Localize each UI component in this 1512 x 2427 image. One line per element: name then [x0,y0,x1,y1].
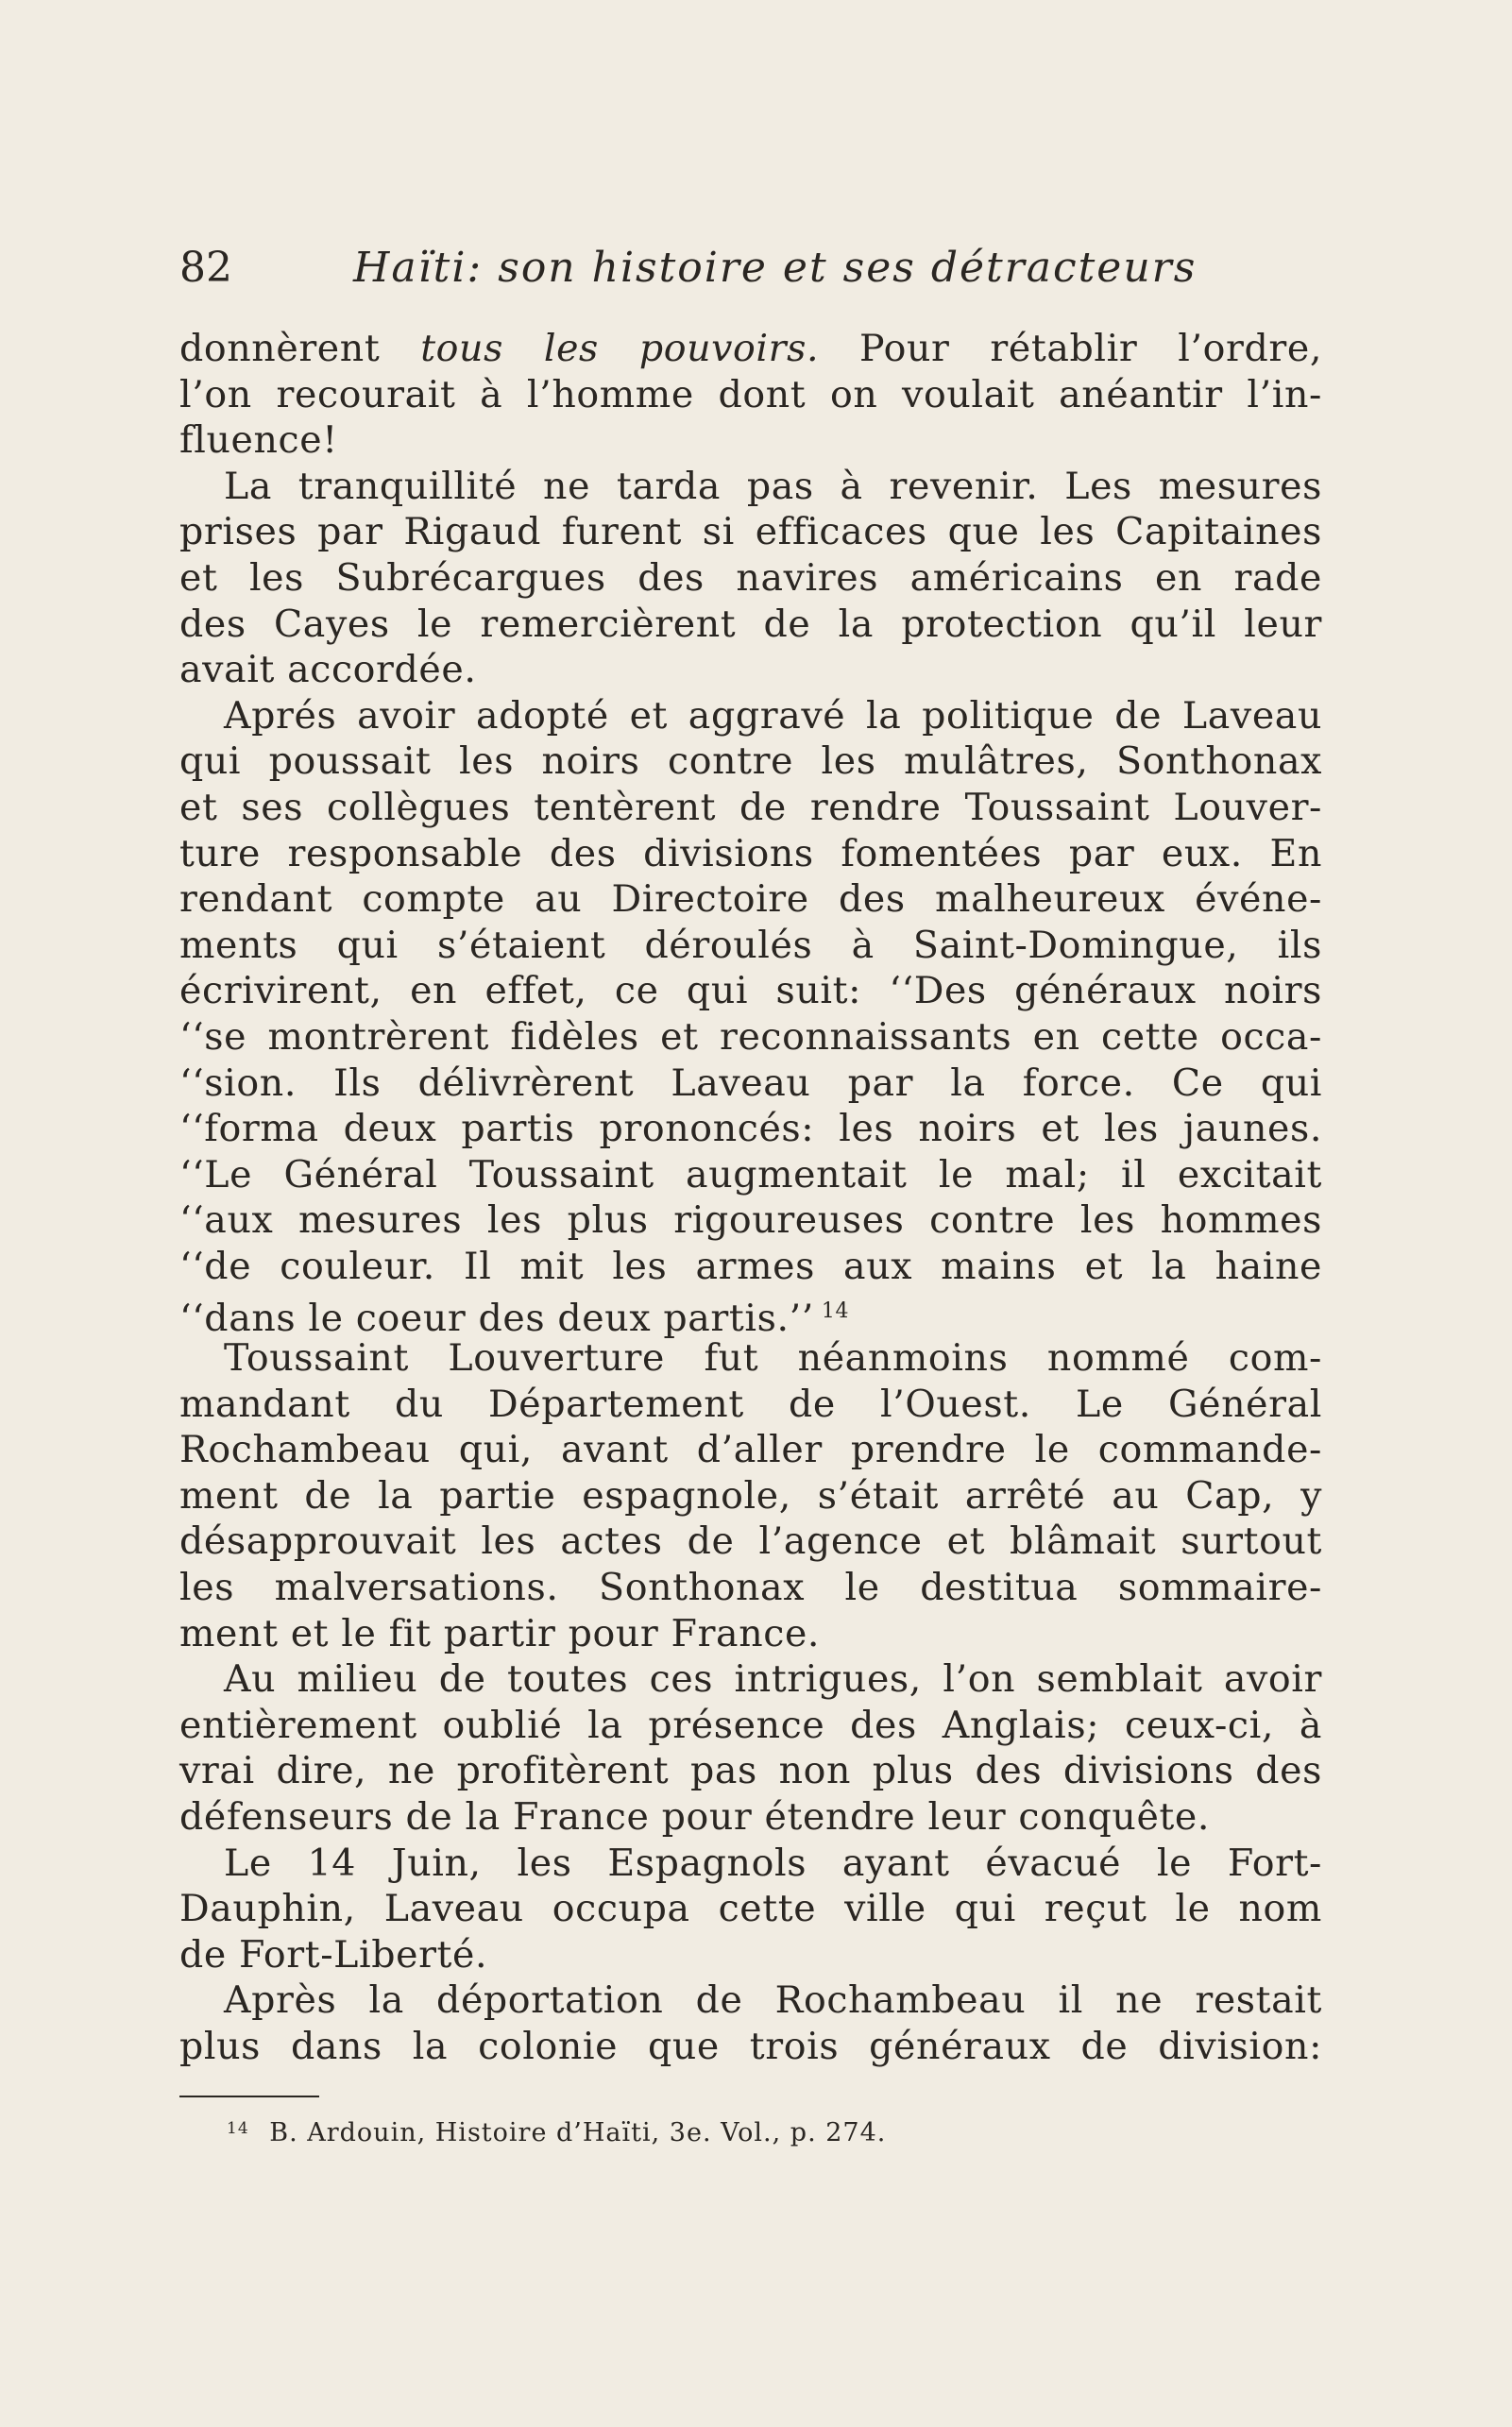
text-line [179,1014,1322,1061]
running-title: Haïti: son histoire et ses détracteurs [353,244,1198,292]
line-text: Aprés avoir adopté et aggravé la politique de Laveau [224,693,1322,738]
line-text: ‘‘se montrèrent fidèles et reconnaissants en cette occa- [179,1014,1322,1059]
text-line [179,1748,1322,1794]
text-segment: Pour rétablir l’ordre, [819,327,1322,370]
emphasis-text: tous les pouvoirs. [420,327,820,370]
line-text: Après la déportation de Rochambeau il ne restait [224,1978,1322,2023]
line-text: défenseurs de la France pour étendre leur conquête. [179,1795,1211,1839]
line-text: qui poussait les noirs contre les mulâtres, Sonthonax [179,739,1322,784]
line-text: mandant du Département de l’Ouest. Le Général [179,1382,1322,1426]
text-line [179,1932,1322,1978]
text-line [179,923,1322,969]
text-line [179,1794,1322,1841]
footnote-reference: 14 [821,1299,850,1324]
line-text: rendant compte au Directoire des malheureux événe- [179,877,1322,922]
line-text: l’on recourait à l’homme dont on voulait anéantir l’in- [179,372,1322,416]
text-line [179,647,1322,693]
text-line [179,417,1322,464]
line-text: ture responsable des divisions fomentées par eux. En [179,831,1322,875]
text-line [179,738,1322,785]
line-text: des Cayes le remercièrent de la protection qu’il leur [179,602,1322,646]
line-text: prises par Rigaud furent si efficaces que les Capitaines [179,510,1322,554]
text-line [179,785,1322,831]
line-text: ‘‘sion. Ils délivrèrent Laveau par la force. Ce qui [179,1061,1322,1105]
text-line [179,326,1322,372]
line-text: de Fort-Liberté. [179,1932,488,1977]
line-text: Toussaint Louverture fut néanmoins nommé com- [224,1336,1322,1381]
text-line [179,555,1322,602]
line-text: et les Subrécargues des navires américains en rade [179,555,1322,600]
text-line [179,1382,1322,1428]
line-text: ‘‘dans le coeur des deux partis.’’ [179,1297,814,1341]
text-segment: donnèrent [179,327,421,370]
text-line [179,693,1322,739]
line-text: Le 14 Juin, les Espagnols ayant évacué le Fort- [224,1841,1322,1885]
line-text: Dauphin, Laveau occupa cette ville qui reçut le nom [179,1887,1322,1931]
line-text: avait accordée. [179,648,477,692]
footnote [227,2118,886,2147]
text-line [179,1473,1322,1519]
text-line [179,876,1322,923]
line-text: plus dans la colonie que trois généraux de division: [179,2024,1322,2068]
line-text: ment de la partie espagnole, s’était arrêté au Cap, y [179,1473,1322,1518]
line-text: La tranquillité ne tarda pas à revenir. Les mesures [224,464,1322,508]
text-line [179,464,1322,510]
text-line [179,1565,1322,1611]
text-line [179,968,1322,1014]
text-line [179,1703,1322,1749]
text-line [179,1335,1322,1382]
text-line [179,1289,1322,1341]
line-text: écrivirent, en effet, ce qui suit: ‘‘Des généraux noirs [179,969,1322,1013]
text-line [179,1106,1322,1152]
line-text: fluence! [179,418,338,463]
line-text: désapprouvait les actes de l’agence et blâmait surtout [179,1519,1322,1564]
line-text: ‘‘de couleur. Il mit les armes aux mains et la haine [179,1244,1322,1288]
text-line [179,1244,1322,1290]
running-header [179,244,1198,292]
line-text: et ses collègues tentèrent de rendre Toussaint Louver- [179,785,1322,829]
line-text: entièrement oublié la présence des Anglais; ceux-ci, à [179,1703,1322,1747]
text-line [179,602,1322,648]
text-line [179,2024,1322,2070]
footnote-text: B. Ardouin, Histoire d’Haïti, 3e. Vol., p. 274. [269,2118,887,2147]
line-text: ‘‘aux mesures les plus rigoureuses contre les hommes [179,1198,1322,1243]
line-text: ‘‘Le Général Toussaint augmentait le mal; il excitait [179,1152,1322,1197]
line-text: ment et le fit partir pour France. [179,1611,821,1655]
text-line [179,372,1322,418]
text-line [179,1061,1322,1107]
text-line [179,1427,1322,1473]
text-line [179,509,1322,555]
line-text: Au milieu de toutes ces intrigues, l’on semblait avoir [224,1657,1322,1702]
text-line [179,1197,1322,1244]
text-line [179,1886,1322,1932]
line-text: ments qui s’étaient déroulés à Saint-Domingue, ils [179,923,1322,967]
body-text [179,326,1322,2070]
line-text: les malversations. Sonthonax le destitua sommaire- [179,1566,1322,1610]
footnote-divider [179,2096,319,2097]
text-line [179,1656,1322,1703]
text-line [179,1152,1322,1198]
line-text: Rochambeau qui, avant d’aller prendre le commande- [179,1428,1322,1472]
text-line [179,1977,1322,2024]
text-line [179,831,1322,877]
text-line [179,1519,1322,1565]
line-text: vrai dire, ne profitèrent pas non plus des divisions des [179,1749,1322,1793]
footnote-marker: 14 [227,2119,249,2138]
text-line [179,1611,1322,1657]
text-line [179,1841,1322,1887]
line-text: ‘‘forma deux partis prononcés: les noirs et les jaunes. [179,1107,1322,1151]
page-number: 82 [179,244,232,292]
